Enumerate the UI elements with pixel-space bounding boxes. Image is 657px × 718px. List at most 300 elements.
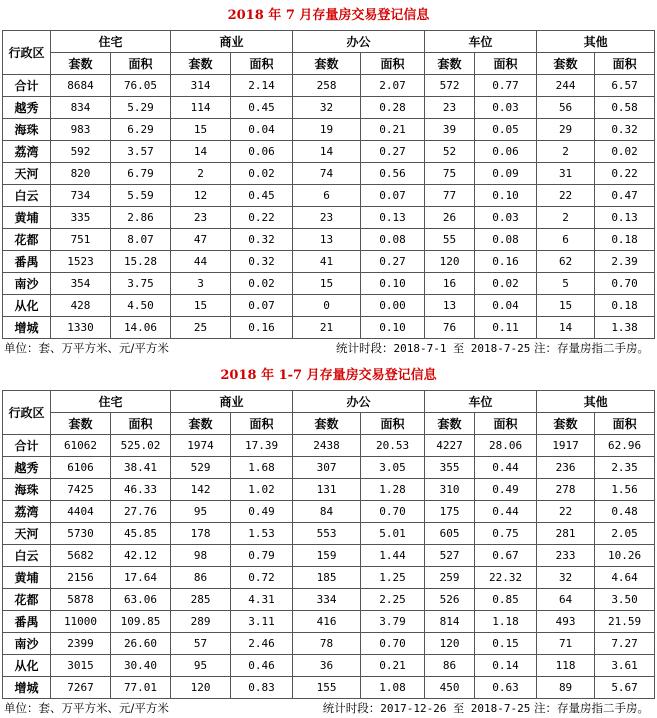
units-cell: 5682	[51, 545, 111, 567]
units-cell: 355	[425, 457, 475, 479]
area-cell: 0.16	[231, 317, 293, 339]
units-cell: 76	[425, 317, 475, 339]
area-cell: 0.45	[231, 185, 293, 207]
units-cell: 29	[537, 119, 595, 141]
units-cell: 32	[537, 567, 595, 589]
area-cell: 0.18	[595, 229, 655, 251]
area-cell: 17.39	[231, 435, 293, 457]
district-name: 花都	[3, 229, 51, 251]
ytd-section	[0, 362, 657, 717]
ytd-table-title: 2018 年 1-7 月存量房交易登记信息	[220, 368, 437, 383]
category-header-parking: 车位	[425, 391, 537, 413]
district-name: 南沙	[3, 633, 51, 655]
period-note	[336, 339, 649, 358]
units-cell: 7425	[51, 479, 111, 501]
area-cell: 2.86	[111, 207, 171, 229]
units-cell: 23	[293, 207, 361, 229]
units-cell: 428	[51, 295, 111, 317]
units-cell: 450	[425, 677, 475, 699]
area-cell: 0.05	[475, 119, 537, 141]
units-cell: 74	[293, 163, 361, 185]
period-dates: 2018-7-1 至 2018-7-25	[393, 342, 531, 355]
ytd-footer	[0, 699, 657, 717]
units-cell: 6106	[51, 457, 111, 479]
district-name: 白云	[3, 185, 51, 207]
units-cell: 0	[293, 295, 361, 317]
area-cell: 3.79	[361, 611, 425, 633]
period-label: 统计时段：	[336, 341, 394, 355]
table-row	[3, 141, 655, 163]
units-cell: 78	[293, 633, 361, 655]
area-cell: 26.60	[111, 633, 171, 655]
area-cell: 63.06	[111, 589, 171, 611]
category-header-other: 其他	[537, 31, 655, 53]
area-cell: 0.32	[231, 229, 293, 251]
units-cell: 4227	[425, 435, 475, 457]
area-cell: 0.56	[361, 163, 425, 185]
area-cell: 0.72	[231, 567, 293, 589]
units-cell: 1917	[537, 435, 595, 457]
table-row	[3, 119, 655, 141]
units-cell: 834	[51, 97, 111, 119]
sub-header-units: 套数	[51, 413, 111, 435]
area-cell: 0.00	[361, 295, 425, 317]
area-cell: 0.04	[231, 119, 293, 141]
area-cell: 3.75	[111, 273, 171, 295]
area-cell: 0.22	[595, 163, 655, 185]
area-cell: 0.70	[595, 273, 655, 295]
sub-header-units: 套数	[171, 53, 231, 75]
sub-header-units: 套数	[51, 53, 111, 75]
district-name: 番禺	[3, 611, 51, 633]
area-cell: 22.32	[475, 567, 537, 589]
district-name: 黄埔	[3, 207, 51, 229]
area-cell: 0.06	[231, 141, 293, 163]
july-table	[2, 30, 655, 339]
units-cell: 11000	[51, 611, 111, 633]
sub-header-area: 面积	[475, 53, 537, 75]
units-cell: 23	[171, 207, 231, 229]
table-row	[3, 435, 655, 457]
area-cell: 4.50	[111, 295, 171, 317]
area-cell: 5.01	[361, 523, 425, 545]
units-cell: 55	[425, 229, 475, 251]
definition-note: 注：存量房指二手房。	[534, 701, 649, 715]
category-header-residential: 住宅	[51, 31, 171, 53]
units-cell: 25	[171, 317, 231, 339]
district-name: 海珠	[3, 479, 51, 501]
units-cell: 61062	[51, 435, 111, 457]
units-note: 单位：套、万平方米、元/平方米	[4, 701, 169, 715]
units-cell: 98	[171, 545, 231, 567]
category-header-office: 办公	[293, 391, 425, 413]
sub-header-area: 面积	[231, 53, 293, 75]
district-name: 越秀	[3, 97, 51, 119]
area-cell: 1.08	[361, 677, 425, 699]
area-cell: 0.02	[595, 141, 655, 163]
units-cell: 159	[293, 545, 361, 567]
area-cell: 5.29	[111, 97, 171, 119]
district-header: 行政区	[3, 391, 51, 435]
units-cell: 814	[425, 611, 475, 633]
units-cell: 86	[425, 655, 475, 677]
area-cell: 4.64	[595, 567, 655, 589]
period-dates: 2017-12-26 至 2018-7-25	[380, 702, 531, 715]
units-cell: 36	[293, 655, 361, 677]
area-cell: 0.15	[475, 633, 537, 655]
units-cell: 64	[537, 589, 595, 611]
units-cell: 89	[537, 677, 595, 699]
area-cell: 0.02	[475, 273, 537, 295]
units-cell: 14	[293, 141, 361, 163]
units-cell: 1974	[171, 435, 231, 457]
area-cell: 0.03	[475, 97, 537, 119]
area-cell: 0.04	[475, 295, 537, 317]
july-table-body	[3, 75, 655, 339]
area-cell: 3.50	[595, 589, 655, 611]
area-cell: 0.44	[475, 457, 537, 479]
area-cell: 1.68	[231, 457, 293, 479]
area-cell: 525.02	[111, 435, 171, 457]
area-cell: 42.12	[111, 545, 171, 567]
area-cell: 0.21	[361, 119, 425, 141]
district-name: 从化	[3, 295, 51, 317]
table-row	[3, 545, 655, 567]
table-row	[3, 567, 655, 589]
units-cell: 3015	[51, 655, 111, 677]
area-cell: 15.28	[111, 251, 171, 273]
units-cell: 314	[171, 75, 231, 97]
area-cell: 0.06	[475, 141, 537, 163]
area-cell: 30.40	[111, 655, 171, 677]
units-cell: 605	[425, 523, 475, 545]
category-header-office: 办公	[293, 31, 425, 53]
area-cell: 3.61	[595, 655, 655, 677]
table-row	[3, 97, 655, 119]
units-cell: 22	[537, 185, 595, 207]
area-cell: 0.70	[361, 633, 425, 655]
area-cell: 2.46	[231, 633, 293, 655]
area-cell: 2.25	[361, 589, 425, 611]
area-cell: 0.75	[475, 523, 537, 545]
district-name: 增城	[3, 317, 51, 339]
units-cell: 44	[171, 251, 231, 273]
units-cell: 572	[425, 75, 475, 97]
units-cell: 258	[293, 75, 361, 97]
units-cell: 2156	[51, 567, 111, 589]
area-cell: 6.79	[111, 163, 171, 185]
area-cell: 0.48	[595, 501, 655, 523]
table-row	[3, 273, 655, 295]
area-cell: 7.27	[595, 633, 655, 655]
ytd-table	[2, 390, 655, 699]
units-cell: 39	[425, 119, 475, 141]
area-cell: 0.32	[595, 119, 655, 141]
units-cell: 77	[425, 185, 475, 207]
area-cell: 0.07	[361, 185, 425, 207]
area-cell: 0.70	[361, 501, 425, 523]
area-cell: 0.21	[361, 655, 425, 677]
area-cell: 0.08	[475, 229, 537, 251]
table-row	[3, 75, 655, 97]
units-cell: 2	[537, 141, 595, 163]
units-cell: 22	[537, 501, 595, 523]
units-cell: 15	[537, 295, 595, 317]
sub-header-units: 套数	[425, 53, 475, 75]
units-cell: 233	[537, 545, 595, 567]
area-cell: 0.13	[595, 207, 655, 229]
area-cell: 0.14	[475, 655, 537, 677]
sub-header-area: 面积	[111, 53, 171, 75]
table-row	[3, 501, 655, 523]
units-cell: 2399	[51, 633, 111, 655]
category-header-other: 其他	[537, 391, 655, 413]
table-row	[3, 295, 655, 317]
table-row	[3, 677, 655, 699]
units-cell: 7267	[51, 677, 111, 699]
area-cell: 1.56	[595, 479, 655, 501]
table-row	[3, 251, 655, 273]
units-cell: 185	[293, 567, 361, 589]
units-cell: 19	[293, 119, 361, 141]
units-cell: 131	[293, 479, 361, 501]
area-cell: 0.10	[361, 317, 425, 339]
area-cell: 0.28	[361, 97, 425, 119]
sub-header-area: 面积	[361, 413, 425, 435]
units-cell: 285	[171, 589, 231, 611]
definition-note: 注：存量房指二手房。	[534, 341, 649, 355]
area-cell: 0.79	[231, 545, 293, 567]
area-cell: 27.76	[111, 501, 171, 523]
units-cell: 592	[51, 141, 111, 163]
units-cell: 6	[293, 185, 361, 207]
area-cell: 0.49	[475, 479, 537, 501]
units-cell: 120	[425, 251, 475, 273]
units-cell: 734	[51, 185, 111, 207]
sub-header-units: 套数	[537, 53, 595, 75]
district-name: 黄埔	[3, 567, 51, 589]
sub-header-area: 面积	[595, 413, 655, 435]
area-cell: 3.57	[111, 141, 171, 163]
sub-header-units: 套数	[425, 413, 475, 435]
table-row	[3, 589, 655, 611]
district-header: 行政区	[3, 31, 51, 75]
units-cell: 95	[171, 655, 231, 677]
units-cell: 120	[171, 677, 231, 699]
sub-header-units: 套数	[293, 413, 361, 435]
district-name: 番禺	[3, 251, 51, 273]
table-row	[3, 523, 655, 545]
units-cell: 526	[425, 589, 475, 611]
area-cell: 1.38	[595, 317, 655, 339]
area-cell: 0.67	[475, 545, 537, 567]
area-cell: 4.31	[231, 589, 293, 611]
district-name: 天河	[3, 523, 51, 545]
units-cell: 983	[51, 119, 111, 141]
district-name: 合计	[3, 75, 51, 97]
table-row	[3, 163, 655, 185]
district-name: 荔湾	[3, 141, 51, 163]
units-cell: 278	[537, 479, 595, 501]
category-header-parking: 车位	[425, 31, 537, 53]
units-note: 单位：套、万平方米、元/平方米	[4, 341, 169, 355]
sub-header-area: 面积	[595, 53, 655, 75]
area-cell: 0.27	[361, 141, 425, 163]
area-cell: 0.11	[475, 317, 537, 339]
sub-header-units: 套数	[293, 53, 361, 75]
units-cell: 493	[537, 611, 595, 633]
units-cell: 62	[537, 251, 595, 273]
area-cell: 21.59	[595, 611, 655, 633]
district-name: 白云	[3, 545, 51, 567]
category-header-commercial: 商业	[171, 391, 293, 413]
area-cell: 28.06	[475, 435, 537, 457]
period-note	[323, 699, 649, 718]
table-row	[3, 479, 655, 501]
units-cell: 13	[425, 295, 475, 317]
units-cell: 416	[293, 611, 361, 633]
sub-header-area: 面积	[361, 53, 425, 75]
area-cell: 3.11	[231, 611, 293, 633]
area-cell: 2.07	[361, 75, 425, 97]
area-cell: 0.85	[475, 589, 537, 611]
area-cell: 0.32	[231, 251, 293, 273]
category-header-residential: 住宅	[51, 391, 171, 413]
units-cell: 13	[293, 229, 361, 251]
sub-header-units: 套数	[537, 413, 595, 435]
area-cell: 0.46	[231, 655, 293, 677]
area-cell: 0.45	[231, 97, 293, 119]
units-cell: 354	[51, 273, 111, 295]
area-cell: 8.07	[111, 229, 171, 251]
district-name: 从化	[3, 655, 51, 677]
area-cell: 0.44	[475, 501, 537, 523]
units-cell: 114	[171, 97, 231, 119]
area-cell: 14.06	[111, 317, 171, 339]
area-cell: 0.22	[231, 207, 293, 229]
area-cell: 77.01	[111, 677, 171, 699]
district-name: 花都	[3, 589, 51, 611]
units-cell: 47	[171, 229, 231, 251]
area-cell: 0.83	[231, 677, 293, 699]
units-cell: 751	[51, 229, 111, 251]
district-name: 天河	[3, 163, 51, 185]
units-cell: 553	[293, 523, 361, 545]
area-cell: 1.44	[361, 545, 425, 567]
area-cell: 0.27	[361, 251, 425, 273]
units-cell: 84	[293, 501, 361, 523]
units-cell: 155	[293, 677, 361, 699]
area-cell: 5.67	[595, 677, 655, 699]
units-cell: 2	[537, 207, 595, 229]
units-cell: 23	[425, 97, 475, 119]
table-row	[3, 611, 655, 633]
table-row	[3, 655, 655, 677]
area-cell: 3.05	[361, 457, 425, 479]
units-cell: 820	[51, 163, 111, 185]
units-cell: 8684	[51, 75, 111, 97]
area-cell: 0.03	[475, 207, 537, 229]
district-name: 合计	[3, 435, 51, 457]
table-row	[3, 317, 655, 339]
units-cell: 175	[425, 501, 475, 523]
area-cell: 2.35	[595, 457, 655, 479]
units-cell: 12	[171, 185, 231, 207]
area-cell: 17.64	[111, 567, 171, 589]
table-row	[3, 633, 655, 655]
units-cell: 307	[293, 457, 361, 479]
area-cell: 1.02	[231, 479, 293, 501]
units-cell: 5	[537, 273, 595, 295]
units-cell: 4404	[51, 501, 111, 523]
district-name: 海珠	[3, 119, 51, 141]
district-name: 南沙	[3, 273, 51, 295]
units-cell: 71	[537, 633, 595, 655]
area-cell: 0.02	[231, 163, 293, 185]
units-cell: 15	[171, 119, 231, 141]
units-cell: 1330	[51, 317, 111, 339]
area-cell: 38.41	[111, 457, 171, 479]
units-cell: 52	[425, 141, 475, 163]
area-cell: 0.77	[475, 75, 537, 97]
area-cell: 109.85	[111, 611, 171, 633]
table-row	[3, 185, 655, 207]
units-cell: 236	[537, 457, 595, 479]
units-cell: 6	[537, 229, 595, 251]
sub-header-area: 面积	[111, 413, 171, 435]
units-cell: 244	[537, 75, 595, 97]
area-cell: 0.08	[361, 229, 425, 251]
ytd-table-body	[3, 435, 655, 699]
area-cell: 1.25	[361, 567, 425, 589]
units-cell: 178	[171, 523, 231, 545]
units-cell: 1523	[51, 251, 111, 273]
area-cell: 0.18	[595, 295, 655, 317]
area-cell: 0.07	[231, 295, 293, 317]
units-cell: 26	[425, 207, 475, 229]
units-cell: 281	[537, 523, 595, 545]
units-cell: 335	[51, 207, 111, 229]
units-cell: 310	[425, 479, 475, 501]
area-cell: 2.14	[231, 75, 293, 97]
area-cell: 10.26	[595, 545, 655, 567]
units-cell: 95	[171, 501, 231, 523]
area-cell: 0.13	[361, 207, 425, 229]
sub-header-area: 面积	[231, 413, 293, 435]
units-cell: 5730	[51, 523, 111, 545]
area-cell: 20.53	[361, 435, 425, 457]
district-name: 越秀	[3, 457, 51, 479]
area-cell: 5.59	[111, 185, 171, 207]
july-footer	[0, 339, 657, 357]
area-cell: 76.05	[111, 75, 171, 97]
district-name: 荔湾	[3, 501, 51, 523]
area-cell: 62.96	[595, 435, 655, 457]
july-section	[0, 2, 657, 357]
area-cell: 0.10	[361, 273, 425, 295]
area-cell: 6.57	[595, 75, 655, 97]
area-cell: 0.10	[475, 185, 537, 207]
units-cell: 289	[171, 611, 231, 633]
units-cell: 16	[425, 273, 475, 295]
area-cell: 0.63	[475, 677, 537, 699]
table-row	[3, 457, 655, 479]
area-cell: 0.02	[231, 273, 293, 295]
sub-header-area: 面积	[475, 413, 537, 435]
area-cell: 1.53	[231, 523, 293, 545]
units-cell: 32	[293, 97, 361, 119]
units-cell: 3	[171, 273, 231, 295]
